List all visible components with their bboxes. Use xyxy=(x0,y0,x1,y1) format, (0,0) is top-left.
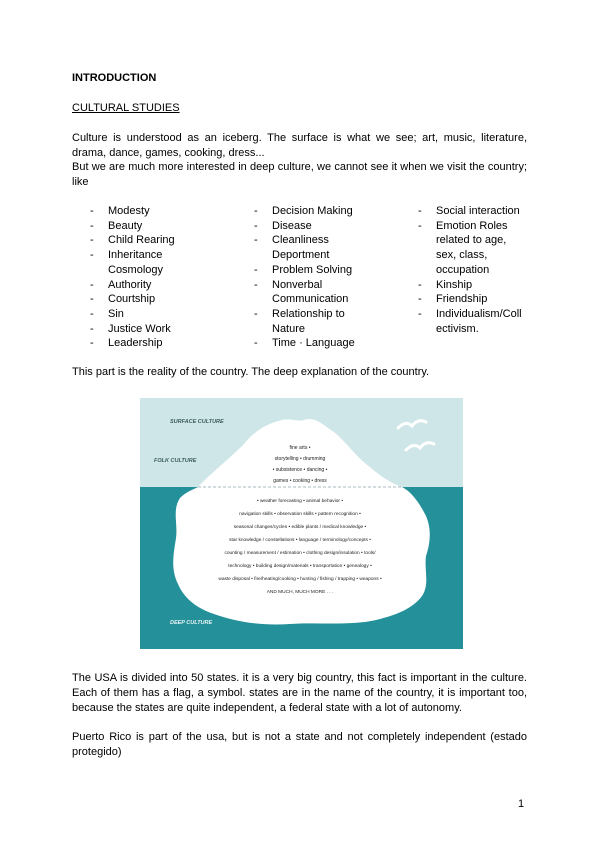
list-item xyxy=(418,248,528,263)
list-item-label: Modesty xyxy=(108,205,150,217)
bullet-dash: - xyxy=(254,205,258,217)
list-item xyxy=(418,278,528,293)
list-item xyxy=(418,322,528,337)
list-item xyxy=(254,248,366,263)
list-item-label: Inheritance xyxy=(108,249,163,262)
list-item xyxy=(90,263,240,278)
list-item xyxy=(90,307,240,322)
bullet-dash: - xyxy=(254,263,258,276)
list-item xyxy=(254,219,366,234)
list-item-label: Deportment xyxy=(272,249,330,262)
list-item-label: Justice Work xyxy=(108,322,171,335)
list-item-label: Child Rearing xyxy=(108,234,175,247)
surface-line: fine arts • xyxy=(289,445,311,451)
list-item-label: Problem Solving xyxy=(272,263,353,276)
bullet-dash: - xyxy=(90,205,94,217)
list-item xyxy=(254,204,366,219)
puerto-rico-paragraph: Puerto Rico is part of the usa, but is not a state and not completely independent (estado protegido) xyxy=(72,731,527,758)
deep-culture-label: DEEP CULTURE xyxy=(170,620,213,626)
list-item xyxy=(418,263,528,278)
deep-line: waste disposal • fire/heating/cooking • hunting / fishing / trapping • weapons • xyxy=(218,577,382,582)
bullet-dash: - xyxy=(254,219,258,232)
list-item-label: Individualism/Coll xyxy=(436,307,522,320)
list-item-label: Authority xyxy=(108,278,152,291)
list-item xyxy=(90,322,240,337)
list-item xyxy=(90,204,240,219)
list-item xyxy=(254,233,366,248)
list-item-label: Social interaction xyxy=(436,205,520,217)
bullet-dash: - xyxy=(418,293,422,306)
list-item xyxy=(90,233,240,248)
list-item-label: Time · Language xyxy=(272,337,355,350)
deep-line: technology • building design/materials • transportation • genealogy • xyxy=(228,564,372,569)
bullet-dash: - xyxy=(254,337,258,350)
deep-line: counting / measurement / estimation • clothing design/insulation • tools/ xyxy=(224,551,376,556)
list-item-label: Decision Making xyxy=(272,205,353,217)
bullet-dash: - xyxy=(90,293,94,306)
bullet-dash: - xyxy=(90,219,94,232)
page-heading: INTRODUCTION xyxy=(72,72,157,84)
list-item-label: ectivism. xyxy=(436,322,479,335)
culture-list-column-1 xyxy=(90,204,240,351)
list-item-label: Nature xyxy=(272,322,306,335)
usa-paragraph: The USA is divided into 50 states. it is a very big country, this fact is important in the culture. Each of them has a flag, a symbol. states are in the name of the country, it is important too, because the states are quite independent, a federal state with a lot of autonomy. xyxy=(72,672,527,714)
surface-culture-label: SURFACE CULTURE xyxy=(170,419,224,425)
surface-line: storytelling • drumming xyxy=(274,456,326,462)
surface-line: • subsistence • dancing • xyxy=(272,467,328,473)
list-item-label: Kinship xyxy=(436,278,473,291)
list-item xyxy=(90,219,240,234)
list-item xyxy=(418,307,528,322)
iceberg-diagram xyxy=(140,398,463,649)
list-item xyxy=(418,233,528,248)
culture-list-column-2 xyxy=(254,204,366,351)
bullet-dash: - xyxy=(90,307,94,320)
bullet-dash: - xyxy=(254,307,258,320)
list-item xyxy=(254,263,366,278)
list-item xyxy=(418,292,528,307)
list-item-label: related to age, xyxy=(436,234,507,247)
list-item-label: Nonverbal xyxy=(272,278,323,291)
list-item-label: Relationship to xyxy=(272,307,345,320)
list-item xyxy=(254,322,366,337)
bullet-dash: - xyxy=(90,249,94,262)
list-item xyxy=(254,292,366,307)
list-item-label: Leadership xyxy=(108,337,163,350)
list-item-label: Communication xyxy=(272,293,349,306)
list-item-label: Courtship xyxy=(108,293,156,306)
surface-line: games • cooking • dress xyxy=(273,478,327,484)
list-item-label: Cleanliness xyxy=(272,234,329,247)
section-subheading: CULTURAL STUDIES xyxy=(72,102,180,114)
reality-paragraph: This part is the reality of the country. The deep explanation of the country. xyxy=(72,366,430,378)
list-item-label: sex, class, xyxy=(436,249,488,262)
culture-list-column-3 xyxy=(418,204,528,336)
list-item-label: occupation xyxy=(436,263,490,276)
bullet-dash: - xyxy=(418,219,422,232)
bullet-dash: - xyxy=(90,337,94,350)
list-item xyxy=(90,248,240,263)
list-item-label: Emotion Roles xyxy=(436,219,508,232)
list-item xyxy=(90,292,240,307)
bullet-dash: - xyxy=(254,278,258,291)
list-item xyxy=(418,204,528,219)
bullet-dash: - xyxy=(254,234,258,247)
deep-line: AND MUCH, MUCH MORE . . . xyxy=(266,590,334,595)
list-item-label: Friendship xyxy=(436,293,488,306)
list-item xyxy=(254,307,366,322)
deep-line: seasonal changes/cycles • edible plants / medical knowledge • xyxy=(233,525,367,530)
page-number: 1 xyxy=(518,798,525,810)
bullet-dash: - xyxy=(418,278,422,291)
list-item xyxy=(254,336,366,351)
list-item xyxy=(254,278,366,293)
intro-paragraph-1: Culture is understood as an iceberg. The surface is what we see; art, music, literature, drama, dance, games, cooking, dress... xyxy=(72,132,527,159)
intro-paragraph-2: But we are much more interested in deep culture, we cannot see it when we visit the country; like xyxy=(72,161,527,188)
bullet-dash: - xyxy=(90,322,94,335)
deep-line: • weather forecasting • animal behavior • xyxy=(256,499,344,504)
deep-line: navigation skills • observation skills • pattern recognition • xyxy=(239,512,361,517)
list-item-label: Cosmology xyxy=(108,263,164,276)
list-item-label: Sin xyxy=(108,307,124,320)
bullet-dash: - xyxy=(90,278,94,291)
list-item-label: Disease xyxy=(272,219,312,232)
bullet-dash: - xyxy=(418,307,422,320)
bullet-dash: - xyxy=(90,234,94,247)
deep-line: star knowledge / constellations • language / terminology/concepts • xyxy=(229,538,371,543)
bullet-dash: - xyxy=(418,205,422,217)
list-item xyxy=(90,336,240,351)
folk-culture-label: FOLK CULTURE xyxy=(154,458,197,464)
list-item xyxy=(90,278,240,293)
list-item-label: Beauty xyxy=(108,219,143,232)
list-item xyxy=(418,219,528,234)
